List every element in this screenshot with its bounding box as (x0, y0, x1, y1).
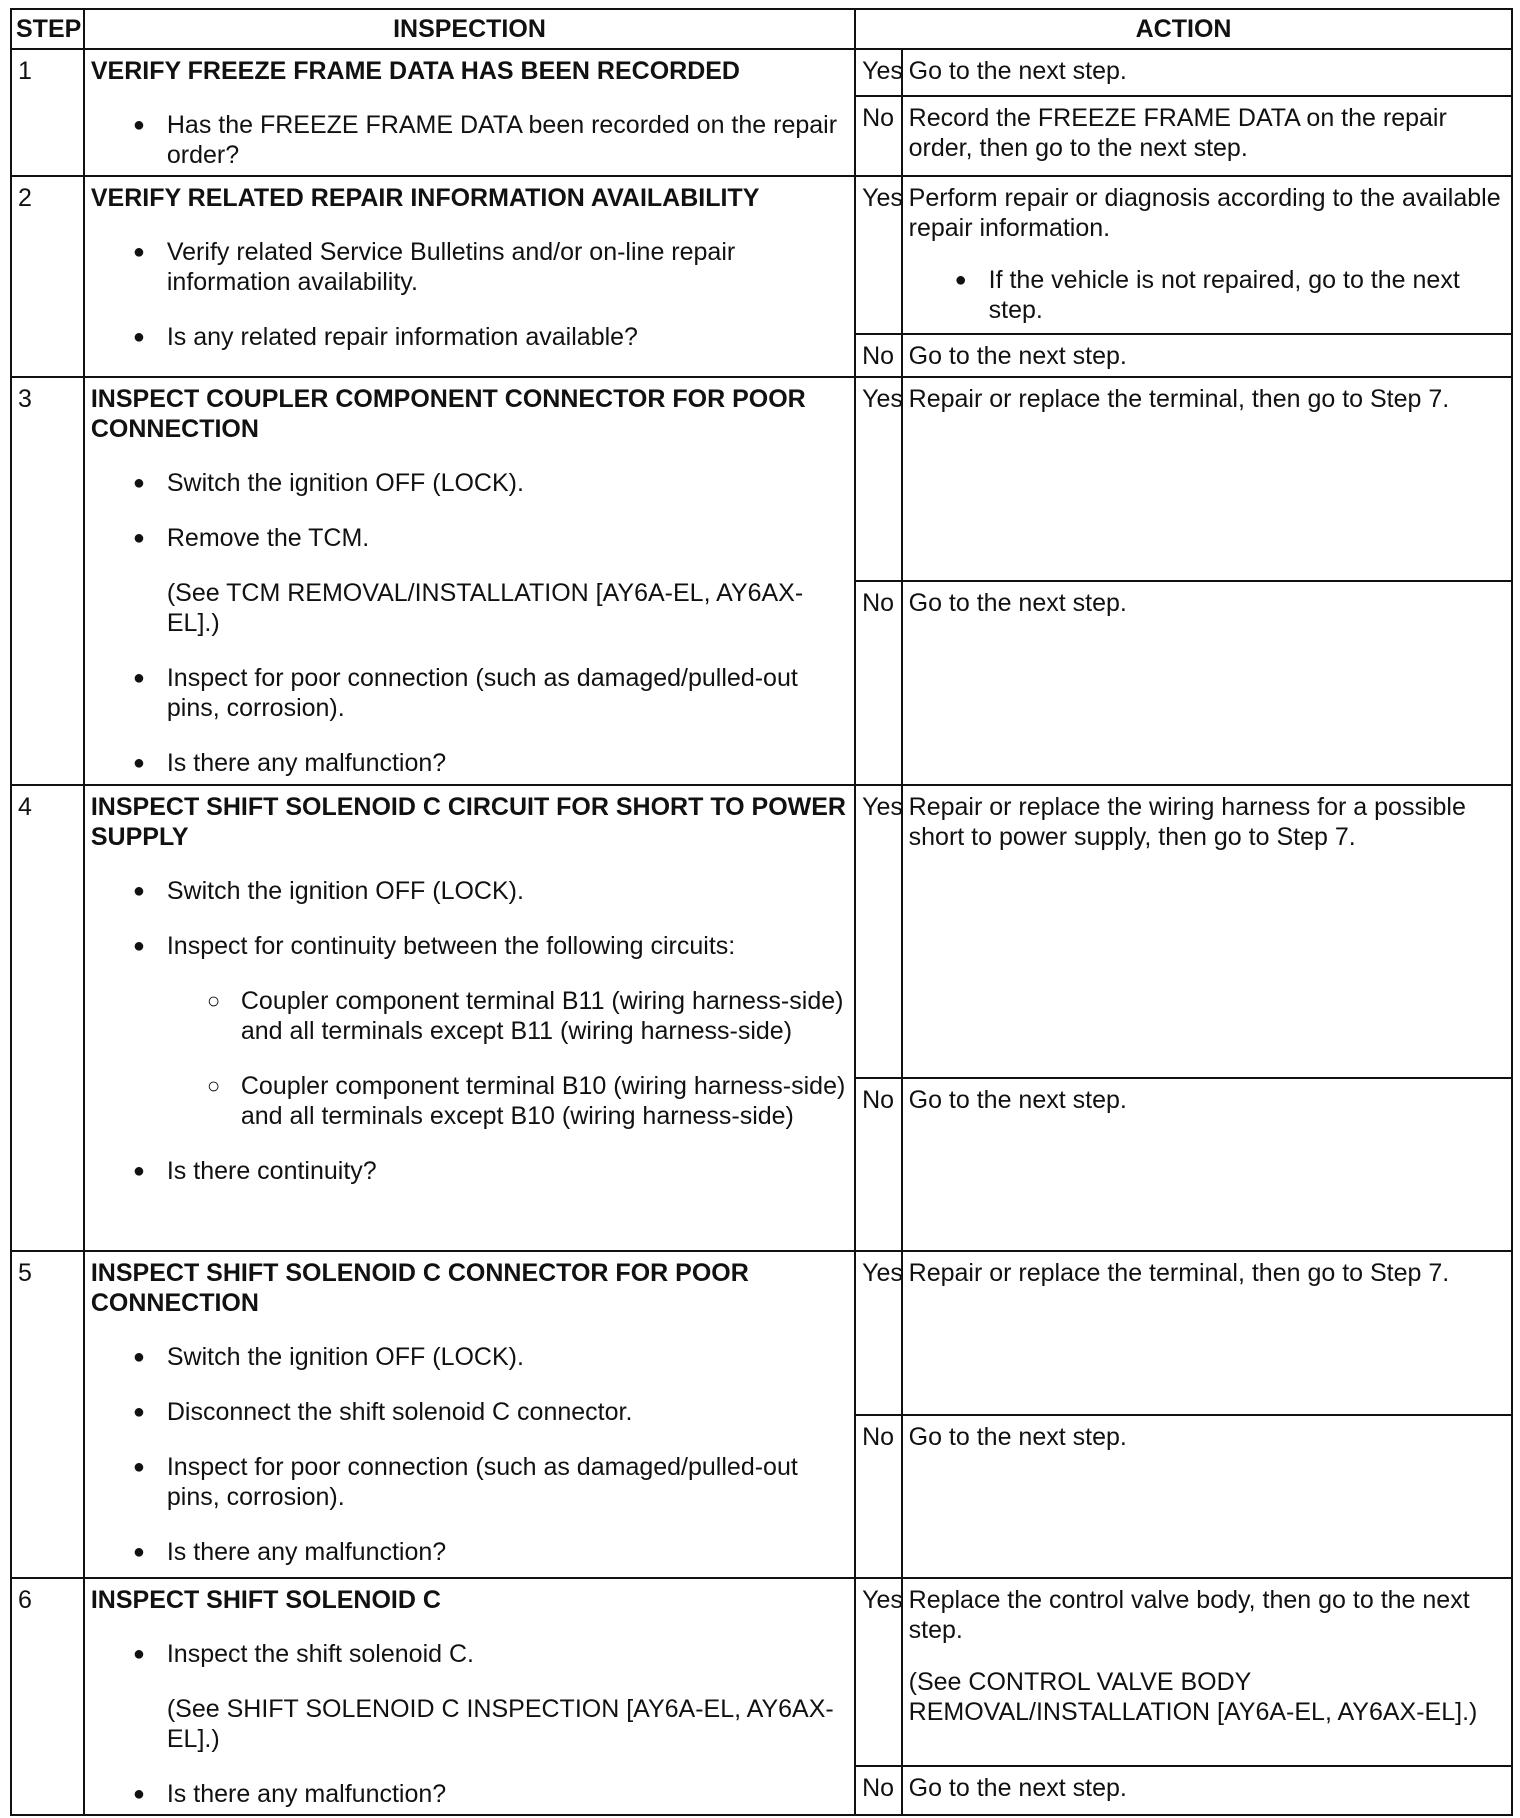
no-label: No (855, 96, 902, 175)
step-number: 3 (11, 377, 84, 786)
yes-label: Yes (855, 176, 902, 335)
step-number: 2 (11, 176, 84, 377)
step-title: INSPECT SHIFT SOLENOID C (90, 1585, 441, 1614)
no-label: No (855, 1078, 902, 1252)
step-2-yes-row (11, 176, 1512, 335)
inspection-item-text: Inspect for continuity between the following circuits: (166, 932, 736, 961)
reference-note: (See TCM REMOVAL/INSTALLATION [AY6A-EL, AY6AX-EL].) (166, 578, 804, 637)
yes-action: Perform repair or diagnosis according to the available repair information. (908, 183, 1501, 242)
no-action: Go to the next step. (902, 334, 1512, 376)
header-step: STEP (11, 9, 84, 49)
sub-item: ○ Coupler component terminal B10 (wiring harness-side) and all terminals except B10 (wiring harness-side) (167, 1071, 848, 1131)
yes-action-cell (902, 1578, 1512, 1767)
no-action: Record the FREEZE FRAME DATA on the repair order, then go to the next step. (902, 96, 1512, 175)
inspection-item: ● Is there any malfunction? (91, 1779, 848, 1809)
reference-note: (See CONTROL VALVE BODY REMOVAL/INSTALLATION [AY6A-EL, AY6AX-EL].) (908, 1667, 1478, 1726)
inspection-procedure-table (10, 8, 1513, 1816)
yes-action: Replace the control valve body, then go to the next step. (908, 1585, 1470, 1644)
inspection-item: ● Switch the ignition OFF (LOCK). (91, 1342, 848, 1372)
step-number: 1 (11, 49, 84, 176)
inspection-item: ● Switch the ignition OFF (LOCK). (91, 468, 848, 498)
yes-action: Repair or replace the terminal, then go to Step 7. (902, 1251, 1512, 1415)
yes-label: Yes (855, 377, 902, 582)
inspection-item: ● Disconnect the shift solenoid C connector. (91, 1397, 848, 1427)
no-action: Go to the next step. (902, 1078, 1512, 1252)
yes-action-cell (902, 176, 1512, 335)
no-label: No (855, 334, 902, 376)
inspection-item: ● Is any related repair information available? (91, 322, 848, 352)
step-title: INSPECT COUPLER COMPONENT CONNECTOR FOR POOR CONNECTION (90, 384, 806, 443)
inspection-item: ● Is there any malfunction? (91, 748, 848, 778)
inspection-item: ● Remove the TCM. (91, 523, 848, 553)
step-6-inspection (84, 1578, 855, 1815)
step-1-inspection (84, 49, 855, 176)
inspection-item: ● Is there any malfunction? (91, 1537, 848, 1567)
inspection-item (91, 931, 848, 1131)
header-inspection: INSPECTION (84, 9, 855, 49)
inspection-item: ● Inspect for poor connection (such as damaged/pulled-out pins, corrosion). (91, 1452, 848, 1512)
step-number: 6 (11, 1578, 84, 1815)
inspection-item: ● Has the FREEZE FRAME DATA been recorded on the repair order? (91, 110, 848, 170)
inspection-item: ● Is there continuity? (91, 1156, 848, 1186)
yes-action: Repair or replace the terminal, then go to Step 7. (902, 377, 1512, 582)
step-1-yes-row (11, 49, 1512, 96)
header-row (11, 9, 1512, 49)
inspection-item: ● Inspect the shift solenoid C. (91, 1639, 848, 1669)
yes-label: Yes (855, 1251, 902, 1415)
step-6-yes-row (11, 1578, 1512, 1767)
step-3-yes-row (11, 377, 1512, 582)
no-label: No (855, 1766, 902, 1815)
step-5-yes-row (11, 1251, 1512, 1415)
step-3-inspection (84, 377, 855, 786)
inspection-item: ● Switch the ignition OFF (LOCK). (91, 876, 848, 906)
step-title: VERIFY FREEZE FRAME DATA HAS BEEN RECORDED (90, 57, 740, 86)
no-action: Go to the next step. (902, 1766, 1512, 1815)
yes-label: Yes (855, 1578, 902, 1767)
header-action: ACTION (855, 9, 1512, 49)
no-label: No (855, 1415, 902, 1578)
no-label: No (855, 581, 902, 785)
step-4-yes-row (11, 785, 1512, 1077)
reference-note: (See SHIFT SOLENOID C INSPECTION [AY6A-EL, AY6AX-EL].) (166, 1694, 834, 1753)
yes-action: Repair or replace the wiring harness for a possible short to power supply, then go to Step 7. (902, 785, 1512, 1077)
step-4-inspection (84, 785, 855, 1251)
sub-item: ○ Coupler component terminal B11 (wiring harness-side) and all terminals except B11 (wiring harness-side) (167, 986, 848, 1046)
yes-label: Yes (855, 785, 902, 1077)
step-number: 5 (11, 1251, 84, 1577)
step-title: VERIFY RELATED REPAIR INFORMATION AVAILABILITY (90, 183, 760, 212)
step-5-inspection (84, 1251, 855, 1577)
action-item: ● If the vehicle is not repaired, go to the next step. (909, 265, 1505, 325)
step-number: 4 (11, 785, 84, 1251)
step-title: INSPECT SHIFT SOLENOID C CIRCUIT FOR SHORT TO POWER SUPPLY (90, 793, 846, 852)
step-title: INSPECT SHIFT SOLENOID C CONNECTOR FOR POOR CONNECTION (90, 1259, 749, 1318)
inspection-item: ● Verify related Service Bulletins and/or on-line repair information availability. (91, 237, 848, 297)
step-2-inspection (84, 176, 855, 377)
inspection-item: ● Inspect for poor connection (such as damaged/pulled-out pins, corrosion). (91, 663, 848, 723)
no-action: Go to the next step. (902, 1415, 1512, 1578)
yes-action: Go to the next step. (902, 49, 1512, 96)
yes-label: Yes (855, 49, 902, 96)
no-action: Go to the next step. (902, 581, 1512, 785)
